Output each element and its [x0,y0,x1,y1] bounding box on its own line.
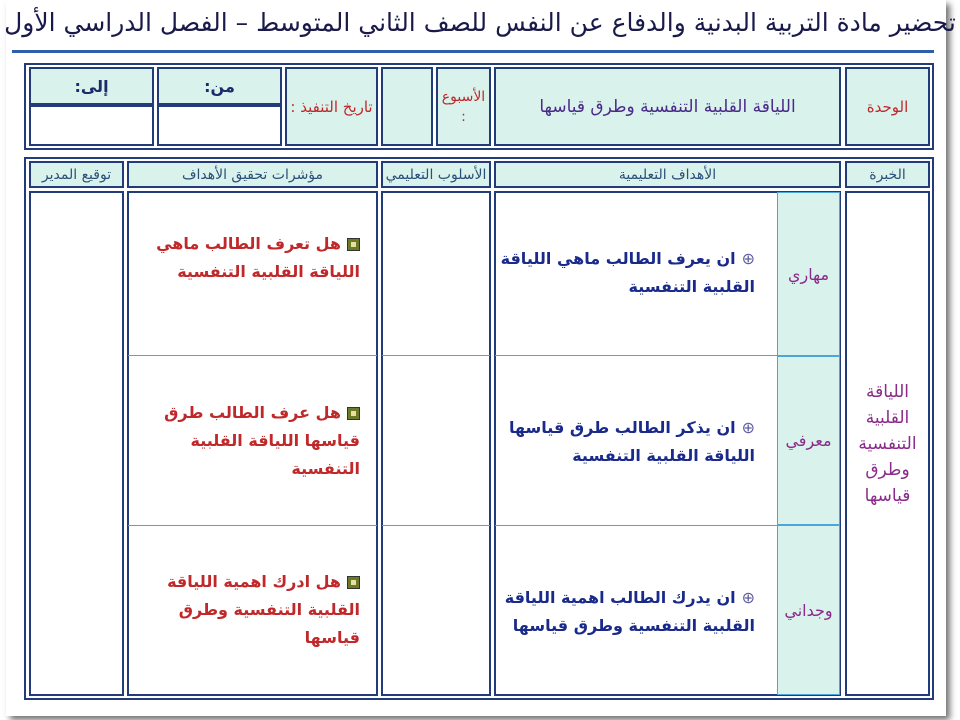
square-bullet-icon [347,238,360,251]
unit-value: اللياقة القلبية التنفسية وطرق قياسها [494,67,841,146]
objective-item [500,245,755,301]
category-cell [777,356,840,525]
category-label: مهاري [787,264,830,284]
objective-text: ان يذكر الطالب طرق قياسها اللياقة القلبية التنفسية [508,418,755,465]
objective-item [500,584,755,640]
from-value [157,105,282,146]
method-cell [381,191,491,696]
objective-text: ان يعرف الطالب ماهي اللياقة القلبية التنفسية [500,249,755,296]
crosshair-bullet-icon: ⊕ [741,249,755,268]
category-cell [777,525,840,695]
row-divider [128,525,377,526]
col-indicators-header: مؤشرات تحقيق الأهداف [127,161,378,188]
to-value [29,105,154,146]
date-label: تاريخ التنفيذ : [285,67,378,146]
row-divider [382,355,490,356]
week-value [381,67,433,146]
col-signature-header: توقيع المدير [29,161,124,188]
square-bullet-icon [347,407,360,420]
crosshair-bullet-icon: ⊕ [741,588,755,607]
indicator-item [140,399,360,483]
indicator-text: هل عرف الطالب طرق قياسها اللياقة القلبية التنفسية [164,403,360,478]
indicator-item [140,568,360,652]
unit-label: الوحدة [845,67,930,146]
indicator-text: هل تعرف الطالب ماهي اللياقة القلبية التنفسية [156,234,360,281]
experience-text: اللياقة القلبية التنفسية وطرق قياسها [858,381,917,506]
category-cell [777,192,840,356]
row-divider [495,525,777,526]
page-title: تحضير مادة التربية البدنية والدفاع عن النفس للصف الثاني المتوسط – الفصل الدراسي الأول [4,8,956,37]
col-experience-header: الخبرة [845,161,930,188]
col-objectives-header: الأهداف التعليمية [494,161,841,188]
week-label: الأسبوع : [436,67,491,146]
col-method-header: الأسلوب التعليمي [381,161,491,188]
to-label: إلى: [29,67,154,105]
row-divider [382,525,490,526]
indicator-text: هل ادرك اهمية اللياقة القلبية التنفسية وطرق قياسها [167,572,360,647]
row-divider [128,355,377,356]
crosshair-bullet-icon: ⊕ [741,418,755,437]
objective-text: ان يدرك الطالب اهمية اللياقة القلبية التنفسية وطرق قياسها [504,588,755,635]
from-label: من: [157,67,282,105]
category-label: معرفي [785,431,832,450]
experience-cell [845,191,930,696]
signature-cell [29,191,124,696]
objective-item [500,414,755,470]
category-label: وجداني [784,600,833,620]
square-bullet-icon [347,576,360,589]
row-divider [495,355,777,356]
indicator-item [140,230,360,286]
title-divider [12,50,934,53]
